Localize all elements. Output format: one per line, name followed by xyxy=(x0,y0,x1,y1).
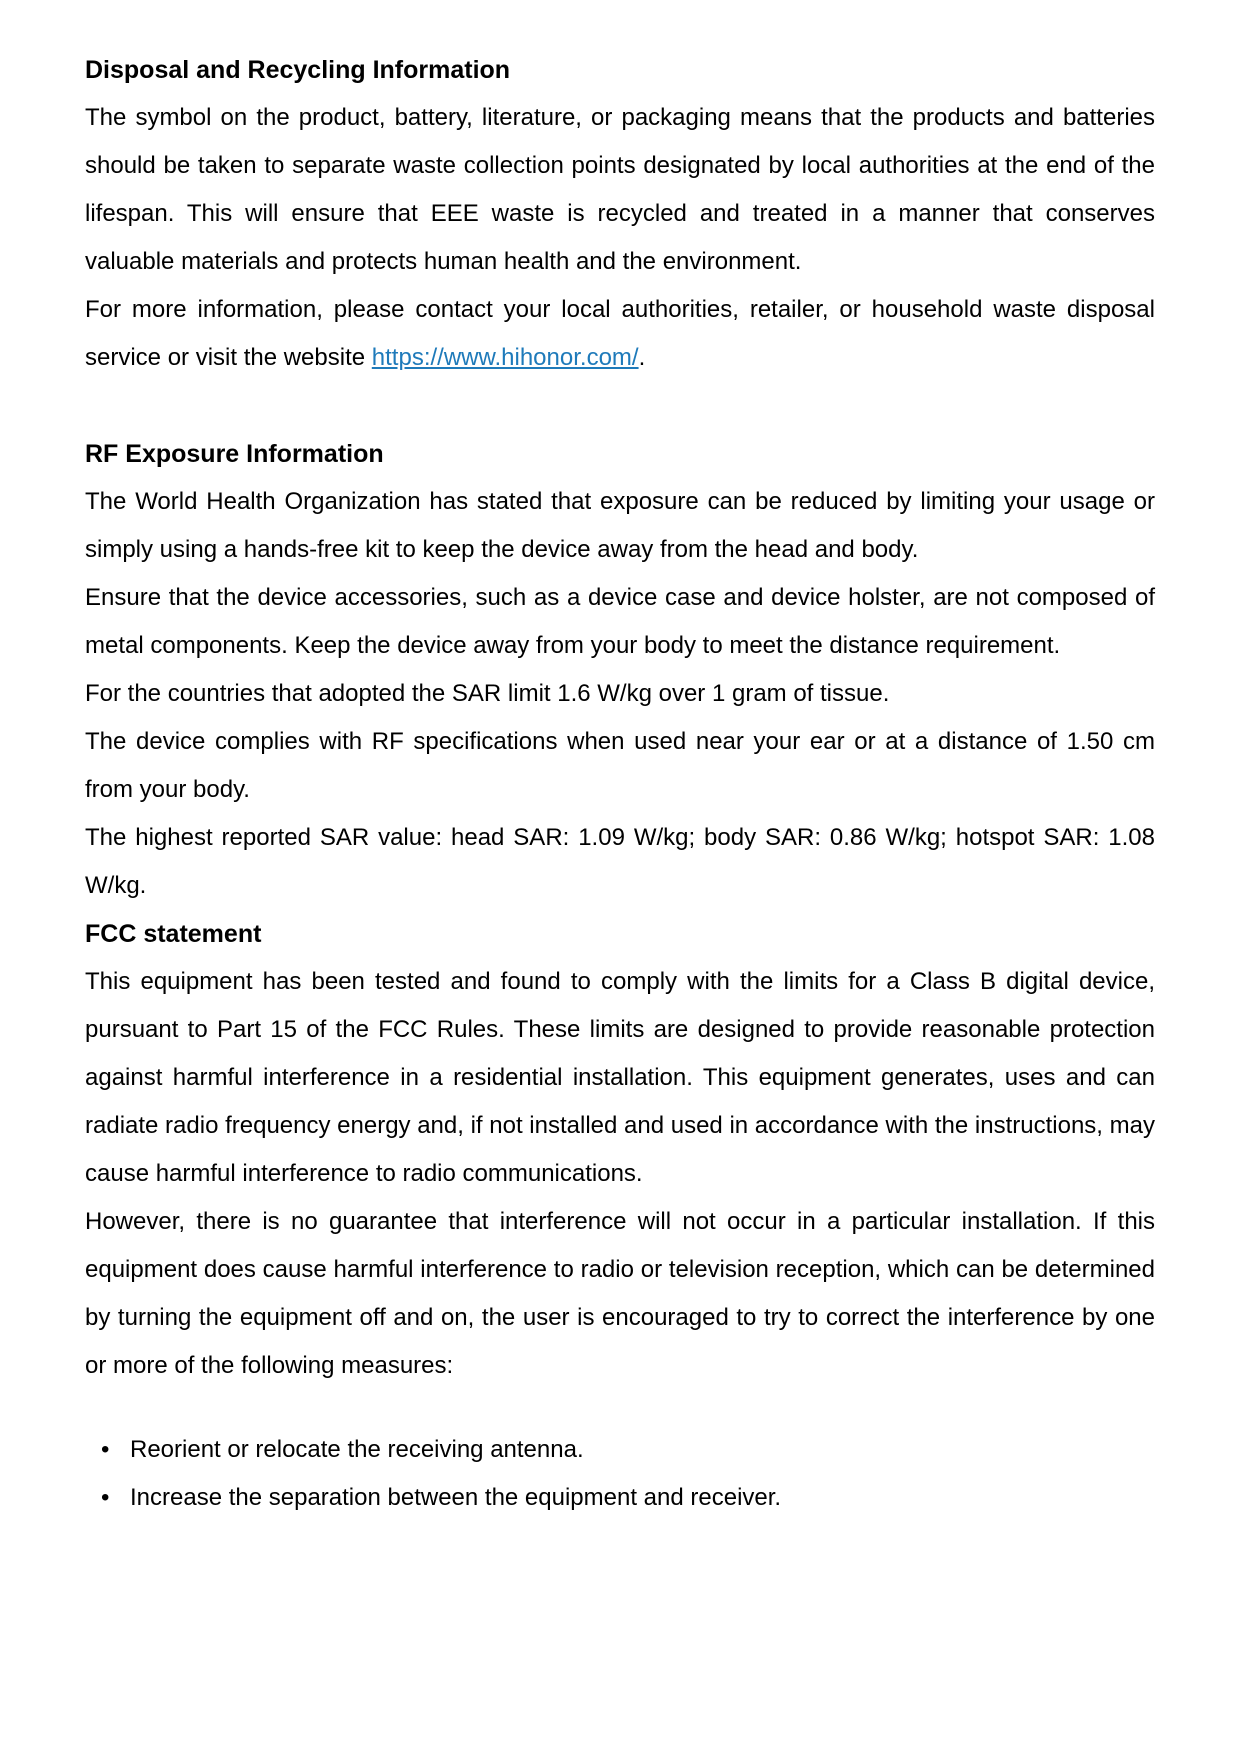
bullet-icon: • xyxy=(101,1436,110,1463)
bullet-icon: • xyxy=(101,1484,110,1511)
bullet-list xyxy=(85,1426,1155,1522)
paragraph-rf-compliance: The device complies with RF specifications when used near your ear or at a distance of 1.50 cm from your body. xyxy=(85,728,1155,803)
list-item-text: Reorient or relocate the receiving antenna. xyxy=(130,1436,584,1463)
paragraph-text-after-link: . xyxy=(638,344,646,371)
paragraph-sar-limit: For the countries that adopted the SAR limit 1.6 W/kg over 1 gram of tissue. xyxy=(85,680,890,707)
paragraph-more-information xyxy=(85,286,1155,382)
hihonor-website-link[interactable]: https://www.hihonor.com/ xyxy=(371,344,639,371)
paragraph-accessories: Ensure that the device accessories, such as a device case and device holster, are not composed of metal components. Keep the device away from your body to meet the distance requirement. xyxy=(85,584,1155,659)
blank-line xyxy=(85,382,1155,430)
paragraph-sar-values: The highest reported SAR value: head SAR: 1.09 W/kg; body SAR: 0.86 W/kg; hotspot SAR: 1.08 W/kg. xyxy=(85,824,1155,899)
list-item xyxy=(85,1426,1155,1474)
section-heading-rf-exposure: RF Exposure Information xyxy=(85,440,384,468)
paragraph-text-before-link: For more information, please contact your local authorities, retailer, or household waste disposal service or visit the website xyxy=(85,296,1155,371)
list-item xyxy=(85,1474,1155,1522)
paragraph-fcc-tested: This equipment has been tested and found to comply with the limits for a Class B digital device, pursuant to Part 15 of the FCC Rules. These limits are designed to provide reasonable protection against harmful interference in a residential installation. This equipment generates, uses and can radiate radio frequency energy and, if not installed and used in accordance with the instructions, may cause harmful interference to radio communications. xyxy=(85,968,1155,1187)
section-heading-disposal-recycling: Disposal and Recycling Information xyxy=(85,56,511,84)
paragraph-disposal-symbol: The symbol on the product, battery, literature, or packaging means that the products and batteries should be taken to separate waste collection points designated by local authorities at the end of the lifespan. This will ensure that EEE waste is recycled and treated in a manner that conserves valuable materials and protects human health and the environment. xyxy=(85,104,1155,275)
paragraph-who-statement: The World Health Organization has stated that exposure can be reduced by limiting your usage or simply using a hands-free kit to keep the device away from the head and body. xyxy=(85,488,1155,563)
section-heading-fcc-statement: FCC statement xyxy=(85,920,262,948)
paragraph-fcc-no-guarantee: However, there is no guarantee that interference will not occur in a particular installation. If this equipment does cause harmful interference to radio or television reception, which can be determined by turning the equipment off and on, the user is encouraged to try to correct the interference by one or more of the following measures: xyxy=(85,1208,1155,1379)
list-item-text: Increase the separation between the equipment and receiver. xyxy=(130,1484,782,1511)
